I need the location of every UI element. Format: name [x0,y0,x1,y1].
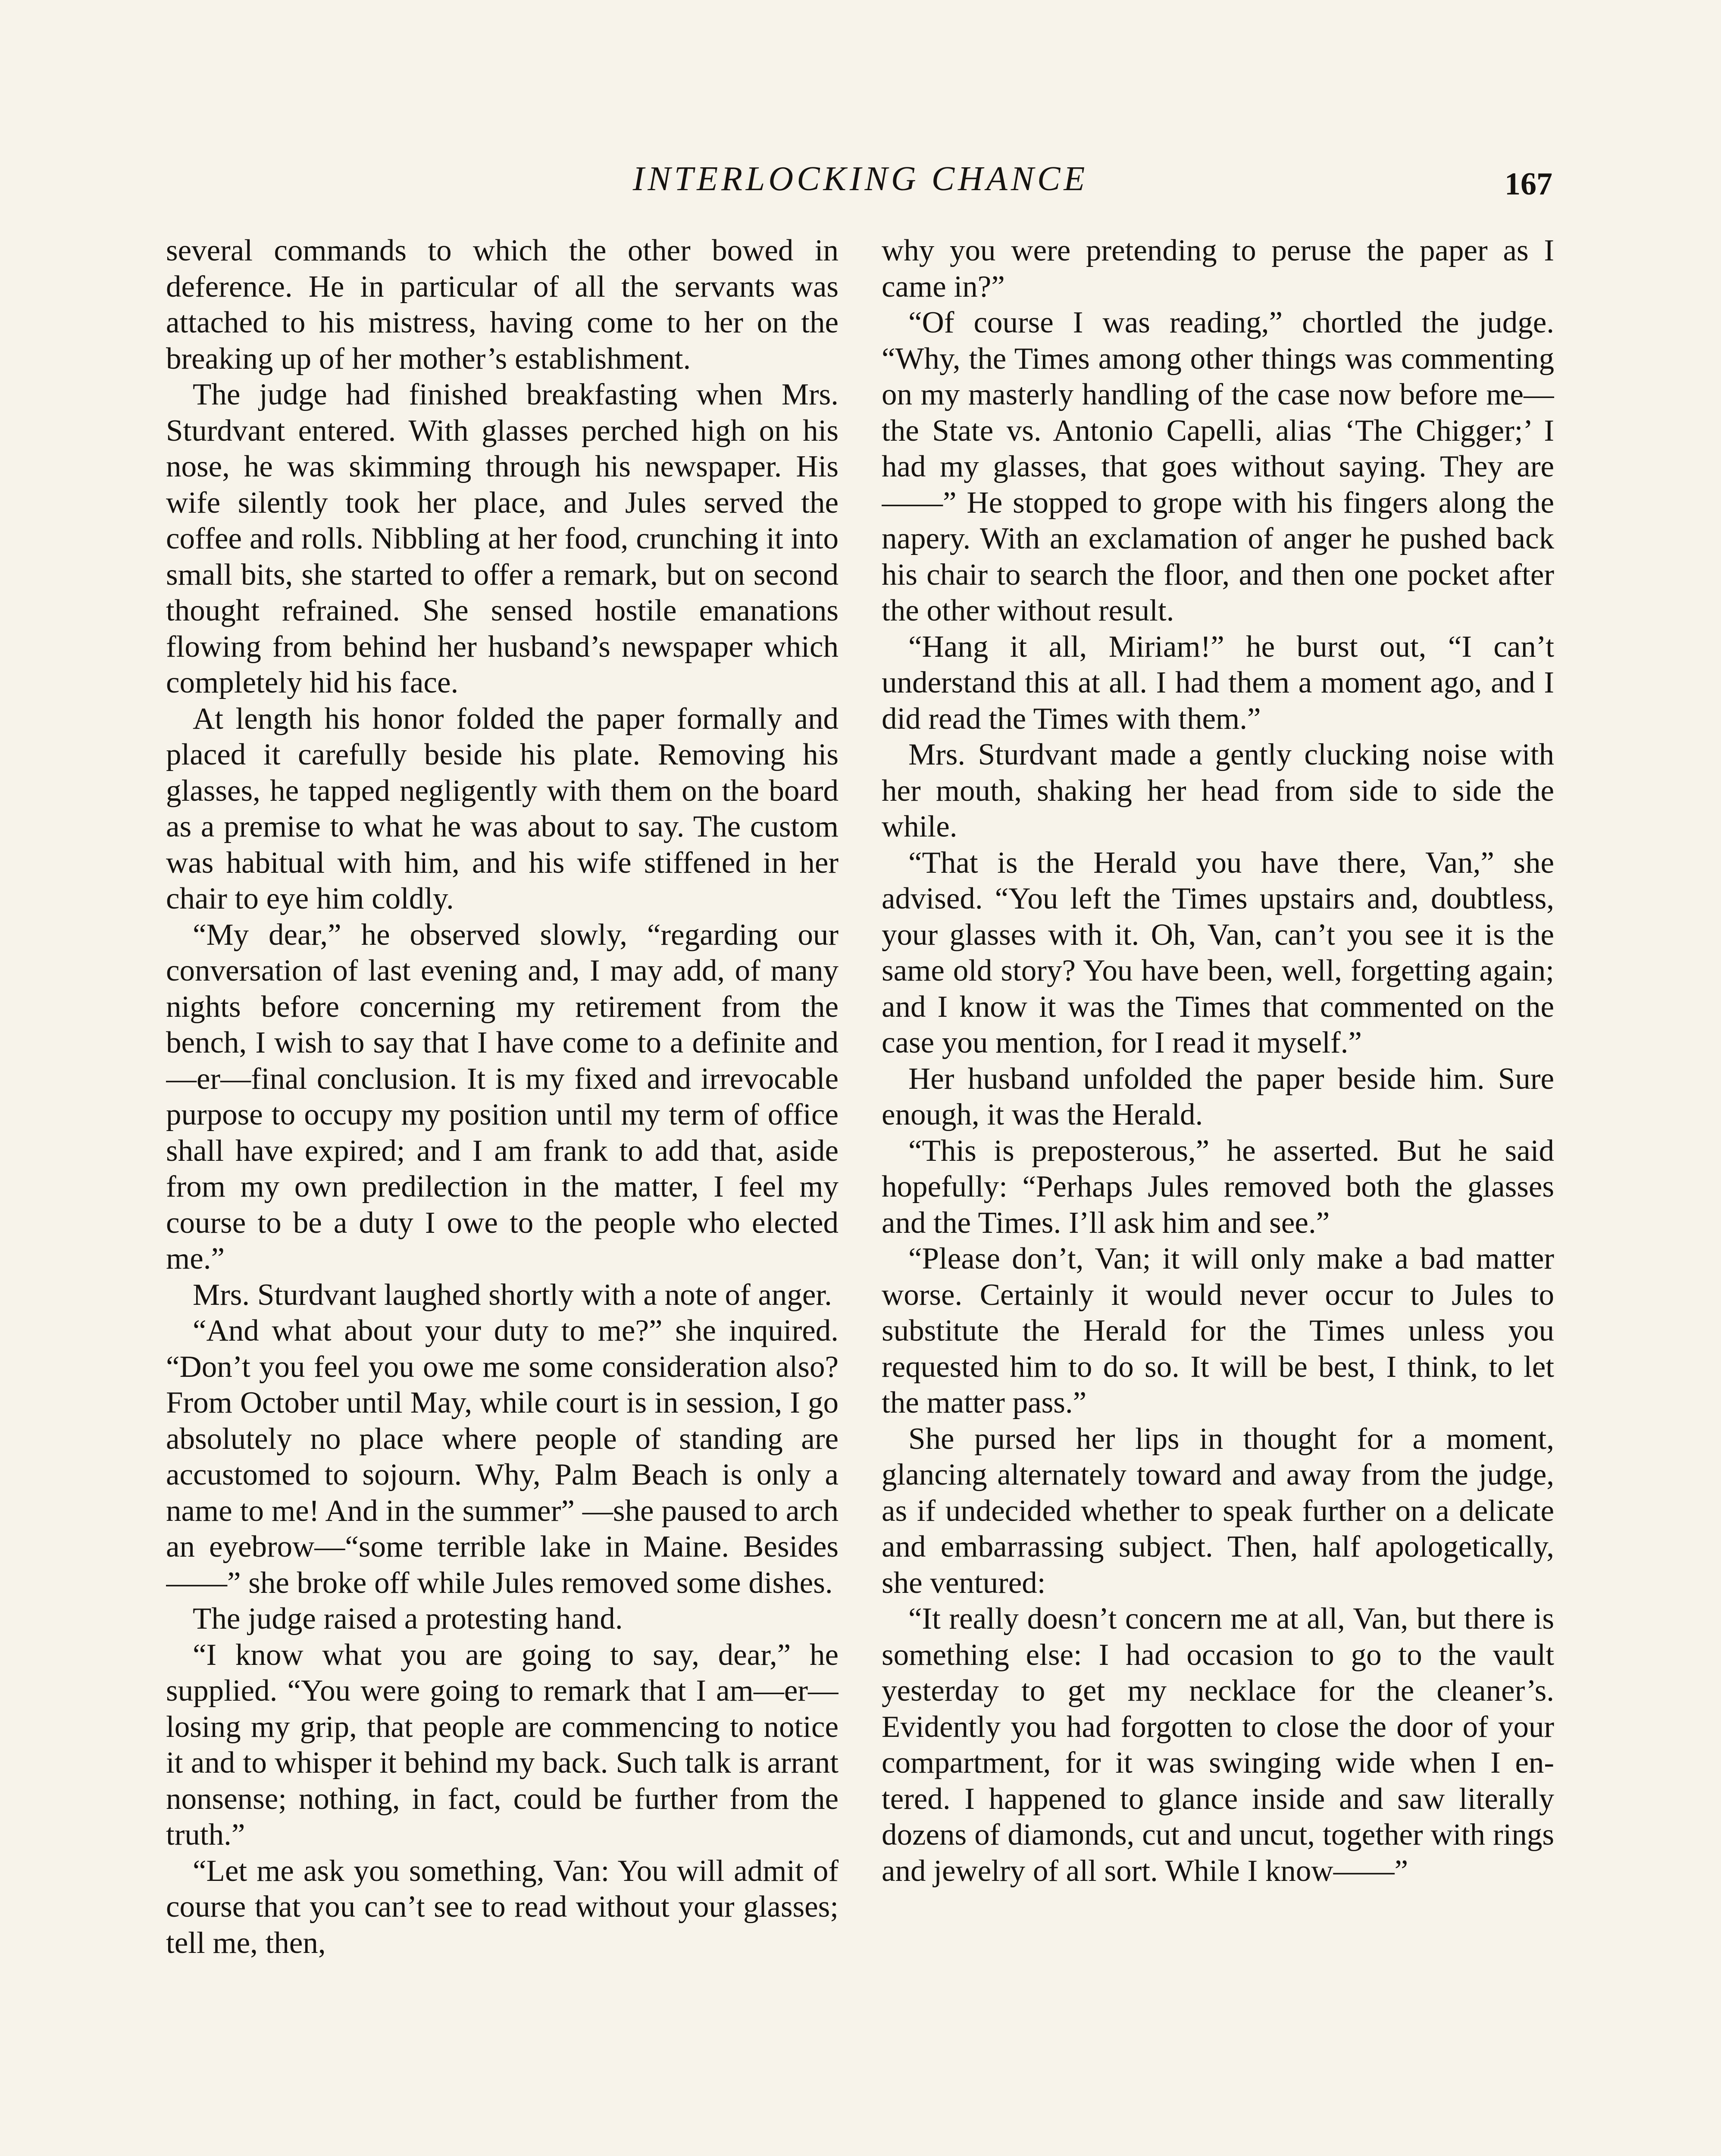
paragraph: “It really doesn’t concern me at all, Van, but there is something else: I had occasion to go to the vault yesterday to get my necklace for the cleaner’s. Evidently you had forgotten to close the door of your compartment, for it was swinging wide when I entered. I happened to glance inside and saw literally dozens of diamonds, cut and uncut, together with rings and jewelry of all sort. While I know——” [882,1602,1554,1888]
paragraph: “Please don’t, Van; it will only make a bad matter worse. Certainly it would never occur to Jules to substitute the Herald for the Times unless you requested him to do so. It will be best, I think, to let the matter pass.” [882,1242,1554,1420]
paragraph: “Hang it all, Miriam!” he burst out, “I can’t understand this at all. I had them a moment ago, and I did read the Times with them.” [882,630,1554,736]
paragraph: “This is preposterous,” he asserted. But he said hopefully: “Perhaps Jules removed both the glasses and the Times. I’ll ask him and see.” [882,1134,1554,1240]
paragraph: She pursed her lips in thought for a moment, glancing alternately toward and away from the judge, as if undecided whether to speak further on a delicate and embarrassing subject. Then, half apologetically, she ventured: [882,1422,1554,1600]
right-column [882,233,1554,2156]
paragraph: “My dear,” he observed slowly, “regarding our conversation of last evening and, I may add, of many nights before concerning my retirement from the bench, I wish to say that I have come to a definite and—er—final conclusion. It is my fixed and irrevocable purpose to occupy my position until my term of office shall have expired; and I am frank to add that, aside from my own predilection in the matter, I feel my course to be a duty I owe to the people who elected me.” [166,918,839,1275]
paragraph: The judge raised a protesting hand. [193,1602,623,1636]
paragraph: “Let me ask you something, Van: You will admit of course that you can’t see to read without your glasses; tell me, then, [166,1854,839,1960]
paragraph: At length his honor folded the paper formally and placed it carefully beside his plate. Removing his glasses, he tapped negligently with them on the board as a premise to what he was about to say. The custom was habitual with him, and his wife stiffened in her chair to eye him coldly. [166,702,839,915]
paragraph: why you were pretending to peruse the paper as I came in?” [882,234,1554,304]
paragraph: “And what about your duty to me?” she inquired. “Don’t you feel you owe me some consideration also? From October until May, while court is in session, I go absolutely no place where people of standing are accustomed to sojourn. Why, Palm Beach is only a name to me! And in the summer” —she paused to arch an eyebrow—“some terrible lake in Maine. Besides——” she broke off while Jules removed some dishes. [166,1314,839,1600]
paragraph: Mrs. Sturdvant made a gently clucking noise with her mouth, shaking her head from side to side the while. [882,738,1554,843]
page-number: 167 [1505,166,1552,202]
paragraph: Mrs. Sturdvant laughed shortly with a note of anger. [193,1278,832,1312]
paragraph: “I know what you are going to say, dear,” he supplied. “You were going to remark that I am—er—losing my grip, that people are commencing to notice it and to whisper it behind my back. Such talk is arrant nonsense; nothing, in fact, could be further from the truth.” [166,1638,839,1852]
paragraph: “Of course I was reading,” chortled the judge. “Why, the Times among other things was commenting on my masterly handling of the case now before me—the State vs. Antonio Capelli, alias ‘The Chigger;’ I had my glasses, that goes without saying. They are——” He stopped to grope with his fingers along the napery. With an exclamation of anger he pushed back his chair to search the floor, and then one pocket after the other without result. [882,306,1554,627]
paragraph: Her husband unfolded the paper beside him. Sure enough, it was the Herald. [882,1062,1554,1131]
paragraph: “That is the Herald you have there, Van,” she advised. “You left the Times upstairs and, doubtless, your glasses with it. Oh, Van, can’t you see it is the same old story? You have been, well, forgetting again; and I know it was the Times that commented on the case you mention, for I read it myself.” [882,846,1554,1059]
paragraph: The judge had finished breakfasting when Mrs. Sturdvant entered. With glasses perched high on his nose, he was skimming through his newspaper. His wife silently took her place, and Jules served the coffee and rolls. Nibbling at her food, crunching it into small bits, she started to offer a remark, but on second thought refrained. She sensed hostile emanations flowing from behind her husband’s newspaper which completely hid his face. [166,378,839,699]
running-title: INTERLOCKING CHANCE [632,160,1089,198]
left-column [166,233,839,2156]
paragraph: several commands to which the other bowed in deference. He in particular of all the servants was attached to his mistress, having come to her on the breaking up of her mother’s establishment. [166,234,839,376]
